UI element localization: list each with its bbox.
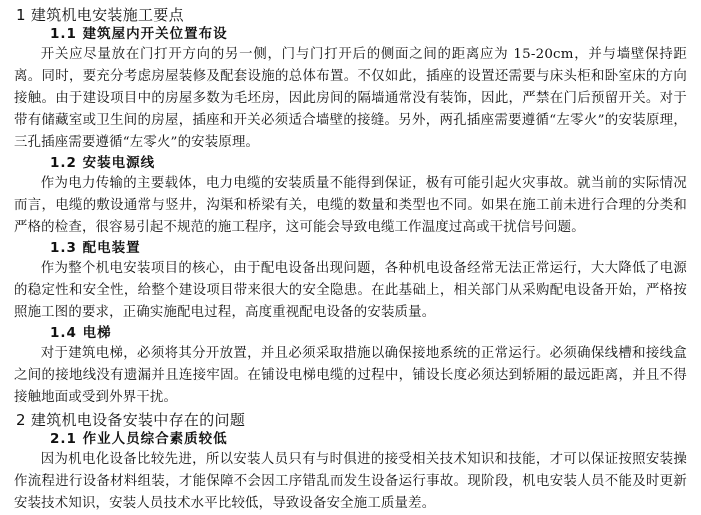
paragraph: 作为电力传输的主要载体，电力电缆的安装质量不能得到保证，极有可能引起火灾事故。就当前的实际情况而言，电缆的敷设通常与竖井，沟渠和桥梁有关，电缆的数量和类型也不同。如果在施工前未进行合理的分类和严格的检查，很容易引起不规范的施工程序，这可能会导致电缆工作温度过高或干扰信号问题。: [14, 176, 687, 235]
subsection-heading: 1.2 安装电源线: [50, 155, 156, 171]
subsection-heading: 2.1 作业人员综合素质较低: [50, 431, 228, 447]
subsection-heading: 1.3 配电装置: [50, 240, 141, 256]
paragraph: 因为机电化设备比较先进，所以安装人员只有与时俱进的接受相关技术知识和技能，才可以保证按照安装操作流程进行设备材料组装，才能保障不会因工序错乱而发生设备运行事故。现阶段，机电安装人员不能及时更新安装技术知识，安装人员技术水平比较低，导致设备安全施工质量差。: [14, 452, 687, 511]
paragraph: 作为整个机电安装项目的核心，由于配电设备出现问题，各种机电设备经常无法正常运行，大大降低了电源的稳定性和安全性，给整个建设项目带来很大的安全隐患。在此基础上，相关部门从采购配电设备开始，严格按照施工图的要求，正确实施配电过程，高度重视配电设备的安装质量。: [14, 261, 687, 320]
subsection-heading: 1.1 建筑屋内开关位置布设: [50, 26, 228, 42]
section-heading: 2 建筑机电设备安装中存在的问题: [16, 411, 246, 429]
paragraph: 开关应尽量放在门打开方向的另一侧，门与门打开后的侧面之间的距离应为 15-20cm，并与墙壁保持距离。同时，要充分考虑房屋装修及配套设施的总体布置。不仅如此，插座的设置还需要与床头柜和卧室床的方向接触。由于建设项目中的房屋多数为毛坯房，因此房间的隔墙通常没有装饰，因此，严禁在门后预留开关。对于带有储藏室或卫生间的房屋，插座和开关必须适合墙壁的接缝。另外，两孔插座需要遵循“左零火”的安装原理，三孔插座需要遵循“左零火”的安装原理。: [14, 47, 687, 150]
subsection-heading: 1.4 电梯: [50, 325, 112, 341]
section-heading: 1 建筑机电安装施工要点: [16, 6, 184, 24]
paragraph: 对于建筑电梯，必须将其分开放置，并且必须采取措施以确保接地系统的正常运行。必须确保线槽和接线盒之间的接地线没有遗漏并且连接牢固。在铺设电梯电缆的过程中，铺设长度必须达到轿厢的最远距离，并且不得接触地面或受到外界干扰。: [14, 346, 687, 405]
